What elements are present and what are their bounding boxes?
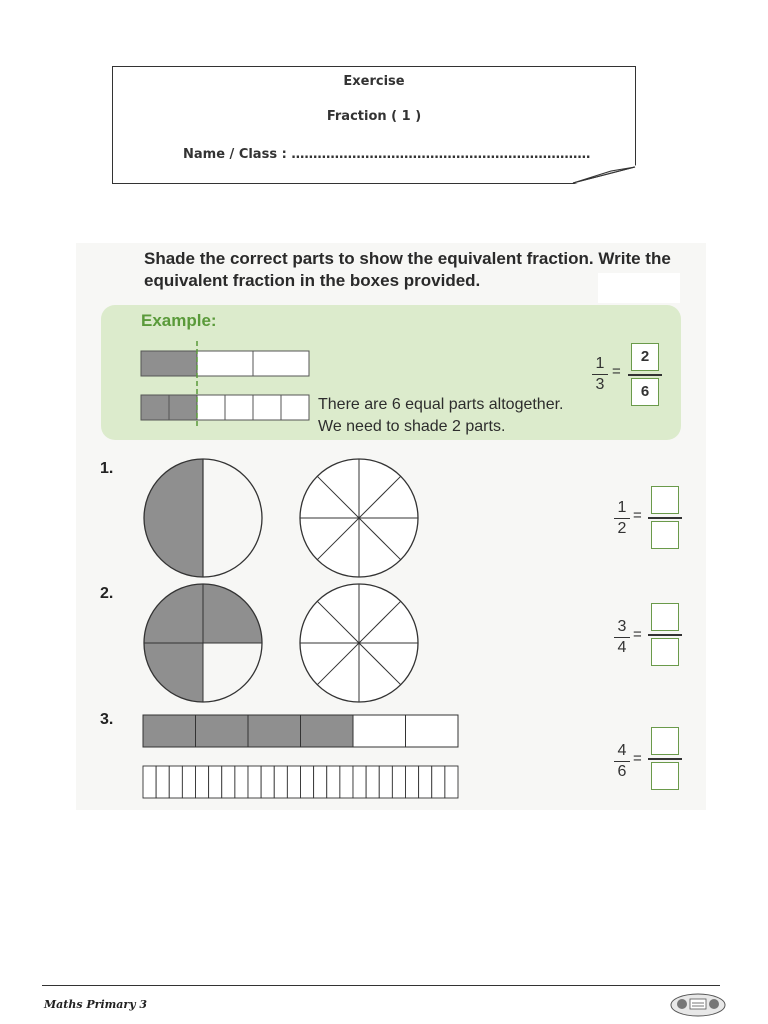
example-bars (140, 341, 320, 431)
q3-bar-cell[interactable] (340, 766, 353, 798)
name-class-line (183, 147, 590, 162)
q3-bar-cell[interactable] (143, 766, 156, 798)
q1-answer-denominator-box[interactable] (651, 521, 679, 549)
q2-quarters-circle (142, 582, 266, 706)
q3-bar-cell[interactable] (353, 766, 366, 798)
question-1-fraction (614, 499, 630, 538)
q3-bar-cell[interactable] (419, 766, 432, 798)
q2-answer-bar (648, 634, 682, 636)
q2-equals: = (633, 626, 642, 643)
q3-bar-cell[interactable] (235, 766, 248, 798)
q3-answer-bar (648, 758, 682, 760)
q3-bar-cell[interactable] (261, 766, 274, 798)
q1-eighths-circle[interactable] (298, 457, 422, 581)
q3-bar-cell[interactable] (366, 766, 379, 798)
example-bar-shaded-third (141, 351, 197, 376)
example-denominator: 3 (595, 376, 605, 393)
q2-answer-numerator-box[interactable] (651, 603, 679, 631)
q2-answer-denominator-box[interactable] (651, 638, 679, 666)
example-answer-numerator: 2 (631, 343, 659, 371)
q3-bar-cell[interactable] (445, 766, 458, 798)
q2-denominator: 4 (617, 639, 627, 656)
q3-twentyfourths-bar[interactable] (143, 766, 458, 798)
question-1-number: 1. (100, 460, 114, 477)
school-logo-icon (668, 990, 728, 1020)
q3-bar-cell[interactable] (432, 766, 445, 798)
q3-bar-cell[interactable] (274, 766, 287, 798)
q3-bar-cell[interactable] (156, 766, 169, 798)
header-card (112, 66, 636, 184)
q3-bar-cell[interactable] (209, 766, 222, 798)
q3-bar-cell[interactable] (327, 766, 340, 798)
q3-bar-cell[interactable] (169, 766, 182, 798)
q2-eighths-circle[interactable] (298, 582, 422, 706)
q1-answer-bar (648, 517, 682, 519)
q3-bar-cell[interactable] (248, 766, 261, 798)
q3-bar-cell[interactable] (301, 766, 314, 798)
q3-bar-cell[interactable] (379, 766, 392, 798)
q3-bar-cell[interactable] (406, 766, 419, 798)
q3-sixths-bar (143, 715, 458, 747)
example-answer-denominator: 6 (631, 378, 659, 406)
footer-divider (42, 985, 720, 986)
q1-half-circle (142, 457, 266, 581)
example-bar-third (197, 351, 253, 376)
q1-denominator: 2 (617, 520, 627, 537)
q3-answer-numerator-box[interactable] (651, 727, 679, 755)
q3-answer-denominator-box[interactable] (651, 762, 679, 790)
question-2-number: 2. (100, 585, 114, 602)
name-class-blank: …………………………………………………………… (291, 147, 591, 162)
q1-equals: = (633, 507, 642, 524)
q3-bar-cell[interactable] (196, 766, 209, 798)
exercise-subtitle: Fraction ( 1 ) (326, 109, 422, 124)
example-bar-third (253, 351, 309, 376)
example-note-line2: We need to shade 2 parts. (318, 418, 506, 435)
question-2-fraction (614, 618, 630, 657)
page-curl-icon (571, 165, 637, 185)
example-note-line1: There are 6 equal parts altogether. (318, 396, 564, 413)
q3-numerator: 4 (617, 742, 627, 759)
blank-patch (598, 273, 680, 303)
example-sixths-bar (141, 395, 309, 420)
q1-answer-numerator-box[interactable] (651, 486, 679, 514)
example-title: Example: (141, 311, 217, 330)
exercise-title: Exercise (343, 74, 405, 89)
example-fraction (592, 355, 608, 394)
q3-bar-cell[interactable] (222, 766, 235, 798)
example-equals: = (612, 363, 621, 380)
q3-bar-cell[interactable] (314, 766, 327, 798)
example-answer-bar (628, 374, 662, 376)
footer-text: Maths Primary 3 (44, 998, 148, 1011)
q3-bars (142, 714, 462, 804)
name-class-label: Name / Class : (183, 147, 287, 162)
instruction-text: Shade the correct parts to show the equivalent fraction. Write the equivalent fraction in the boxes provided. (144, 249, 671, 290)
q1-numerator: 1 (617, 499, 627, 516)
q3-equals: = (633, 750, 642, 767)
example-numerator: 1 (595, 355, 605, 372)
question-3-fraction (614, 742, 630, 781)
example-note (318, 394, 564, 438)
q3-bar-cell[interactable] (392, 766, 405, 798)
q2-numerator: 3 (617, 618, 627, 635)
question-3-number: 3. (100, 711, 114, 728)
q3-denominator: 6 (617, 763, 627, 780)
q3-bar-cell[interactable] (287, 766, 300, 798)
q3-bar-cell[interactable] (182, 766, 195, 798)
worksheet (76, 243, 706, 810)
